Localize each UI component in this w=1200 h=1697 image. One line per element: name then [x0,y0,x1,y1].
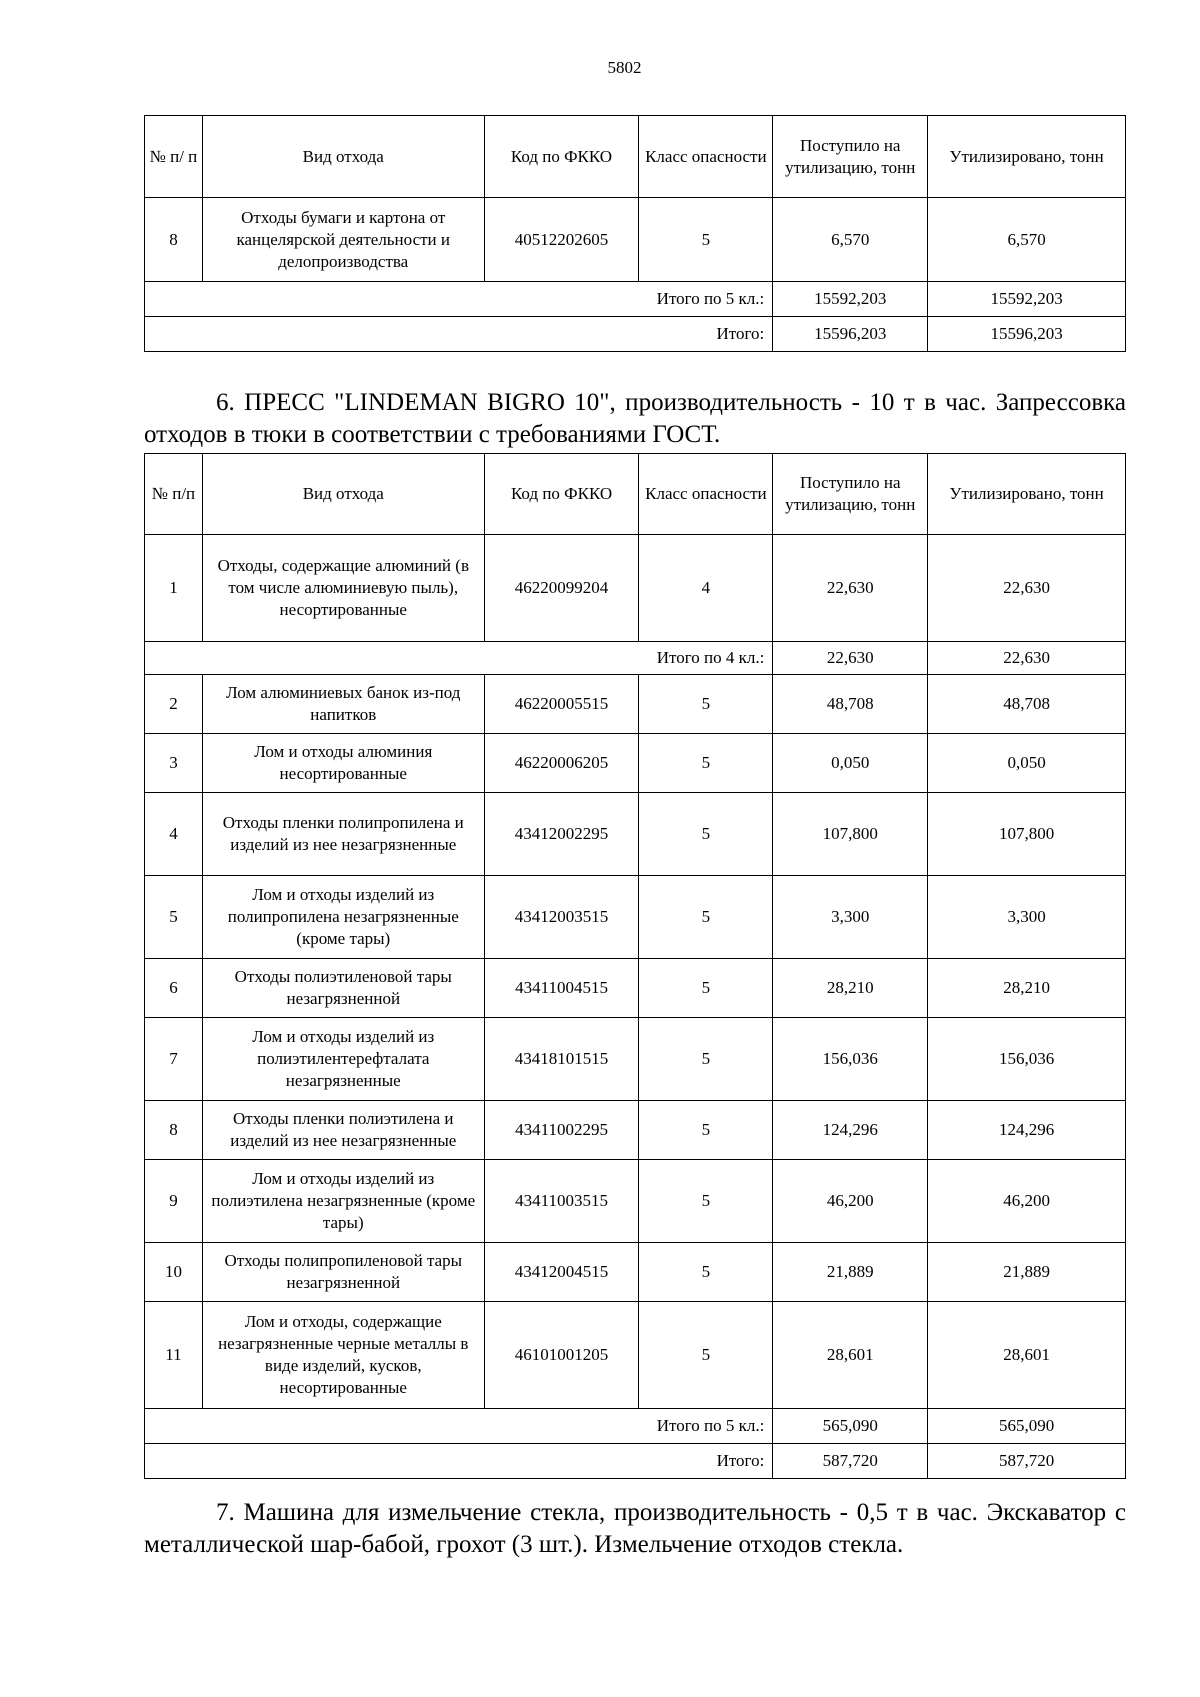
cell-hazard-class: 5 [639,198,773,282]
table-row [145,1243,1126,1302]
cell-received: 107,800 [773,793,928,876]
subtotal-received: 565,090 [773,1409,928,1444]
table-header-row [145,116,1126,198]
cell-fkko-code: 43412002295 [484,793,639,876]
table-row [145,1160,1126,1243]
cell-waste-type: Отходы полипропиленовой тары незагрязненной [202,1243,484,1302]
cell-fkko-code: 40512202605 [484,198,639,282]
cell-received: 22,630 [773,535,928,642]
cell-waste-type: Отходы, содержащие алюминий (в том числе алюминиевую пыль), несортированные [202,535,484,642]
cell-fkko-code: 46220006205 [484,734,639,793]
cell-fkko-code: 46220005515 [484,675,639,734]
cell-received: 48,708 [773,675,928,734]
cell-num: 5 [145,876,203,959]
cell-hazard-class: 5 [639,876,773,959]
cell-hazard-class: 5 [639,1101,773,1160]
cell-waste-type: Отходы бумаги и картона от канцелярской деятельности и делопроизводства [202,198,484,282]
header-hazard-class: Класс опасности [639,116,773,198]
cell-received: 156,036 [773,1018,928,1101]
page-number: 5802 [607,58,642,77]
cell-utilized: 46,200 [928,1160,1126,1243]
table-row [145,959,1126,1018]
table-row [145,793,1126,876]
cell-fkko-code: 43411003515 [484,1160,639,1243]
cell-hazard-class: 5 [639,1018,773,1101]
cell-waste-type: Лом и отходы алюминия несортированные [202,734,484,793]
total-utilized: 587,720 [928,1444,1126,1479]
waste-table-continuation [144,115,1126,352]
cell-utilized: 22,630 [928,535,1126,642]
cell-fkko-code: 43412003515 [484,876,639,959]
table-row [145,675,1126,734]
cell-num: 7 [145,1018,203,1101]
cell-waste-type: Отходы пленки полипропилена и изделий из нее незагрязненные [202,793,484,876]
cell-num: 9 [145,1160,203,1243]
cell-waste-type: Отходы полиэтиленовой тары незагрязненной [202,959,484,1018]
waste-table-press [144,453,1126,1479]
total-row [145,1444,1126,1479]
cell-fkko-code: 43411002295 [484,1101,639,1160]
cell-num: 3 [145,734,203,793]
cell-waste-type: Лом алюминиевых банок из-под напитков [202,675,484,734]
header-received: Поступило на утилизацию, тонн [773,116,928,198]
subtotal-utilized: 565,090 [928,1409,1126,1444]
header-received: Поступило на утилизацию, тонн [773,454,928,535]
subtotal-label: Итого по 5 кл.: [145,282,773,317]
cell-waste-type: Отходы пленки полиэтилена и изделий из нее незагрязненные [202,1101,484,1160]
header-utilized: Утилизировано, тонн [928,454,1126,535]
cell-hazard-class: 5 [639,793,773,876]
cell-num: 4 [145,793,203,876]
cell-num: 2 [145,675,203,734]
total-received: 587,720 [773,1444,928,1479]
cell-utilized: 21,889 [928,1243,1126,1302]
cell-received: 3,300 [773,876,928,959]
header-hazard-class: Класс опасности [639,454,773,535]
cell-hazard-class: 5 [639,675,773,734]
subtotal-received: 22,630 [773,642,928,675]
subtotal-utilized: 22,630 [928,642,1126,675]
cell-num: 6 [145,959,203,1018]
cell-utilized: 28,601 [928,1302,1126,1409]
cell-num: 8 [145,198,203,282]
subtotal-utilized: 15592,203 [928,282,1126,317]
cell-utilized: 0,050 [928,734,1126,793]
table-row [145,1101,1126,1160]
header-utilized: Утилизировано, тонн [928,116,1126,198]
subtotal-received: 15592,203 [773,282,928,317]
table-row [145,1302,1126,1409]
table-header-row [145,454,1126,535]
cell-fkko-code: 46220099204 [484,535,639,642]
cell-received: 0,050 [773,734,928,793]
cell-utilized: 107,800 [928,793,1126,876]
header-fkko-code: Код по ФККО [484,116,639,198]
table-row [145,198,1126,282]
total-row [145,317,1126,352]
subtotal-class5-row [145,1409,1126,1444]
cell-fkko-code: 43418101515 [484,1018,639,1101]
cell-utilized: 124,296 [928,1101,1126,1160]
cell-utilized: 6,570 [928,198,1126,282]
subtotal-label: Итого по 5 кл.: [145,1409,773,1444]
cell-hazard-class: 5 [639,959,773,1018]
cell-hazard-class: 4 [639,535,773,642]
subtotal-class5-row [145,282,1126,317]
cell-utilized: 3,300 [928,876,1126,959]
cell-utilized: 48,708 [928,675,1126,734]
cell-waste-type: Лом и отходы изделий из полипропилена незагрязненные (кроме тары) [202,876,484,959]
cell-waste-type: Лом и отходы изделий из полиэтилентерефталата незагрязненные [202,1018,484,1101]
cell-waste-type: Лом и отходы изделий из полиэтилена незагрязненные (кроме тары) [202,1160,484,1243]
subtotal-class4-row [145,642,1126,675]
cell-fkko-code: 43411004515 [484,959,639,1018]
header-num: № п/ п [145,116,203,198]
section-6-paragraph [144,387,1126,451]
total-label: Итого: [145,317,773,352]
cell-utilized: 28,210 [928,959,1126,1018]
cell-received: 28,601 [773,1302,928,1409]
table-row [145,535,1126,642]
total-received: 15596,203 [773,317,928,352]
table-row [145,734,1126,793]
cell-fkko-code: 46101001205 [484,1302,639,1409]
section-7-paragraph [144,1497,1126,1561]
header-waste-type: Вид отхода [202,116,484,198]
total-utilized: 15596,203 [928,317,1126,352]
cell-received: 6,570 [773,198,928,282]
cell-num: 8 [145,1101,203,1160]
section-7-text: 7. Машина для измельчение стекла, производительность - 0,5 т в час. Экскаватор с металлической шар-бабой, грохот (3 шт.). Измельчение отходов стекла. [144,1499,1126,1558]
cell-utilized: 156,036 [928,1018,1126,1101]
cell-num: 10 [145,1243,203,1302]
subtotal-label: Итого по 4 кл.: [145,642,773,675]
header-waste-type: Вид отхода [202,454,484,535]
cell-num: 11 [145,1302,203,1409]
cell-received: 28,210 [773,959,928,1018]
cell-received: 124,296 [773,1101,928,1160]
header-num: № п/п [145,454,203,535]
cell-waste-type: Лом и отходы, содержащие незагрязненные черные металлы в виде изделий, кусков, несортированные [202,1302,484,1409]
section-6-text: 6. ПРЕСС "LINDEMAN BIGRO 10", производительность - 10 т в час. Запрессовка отходов в тюки в соответствии с требованиями ГОСТ. [144,389,1126,448]
cell-received: 46,200 [773,1160,928,1243]
table-row [145,1018,1126,1101]
table-row [145,876,1126,959]
cell-hazard-class: 5 [639,1302,773,1409]
header-fkko-code: Код по ФККО [484,454,639,535]
cell-hazard-class: 5 [639,734,773,793]
total-label: Итого: [145,1444,773,1479]
cell-received: 21,889 [773,1243,928,1302]
cell-hazard-class: 5 [639,1243,773,1302]
cell-fkko-code: 43412004515 [484,1243,639,1302]
cell-num: 1 [145,535,203,642]
cell-hazard-class: 5 [639,1160,773,1243]
